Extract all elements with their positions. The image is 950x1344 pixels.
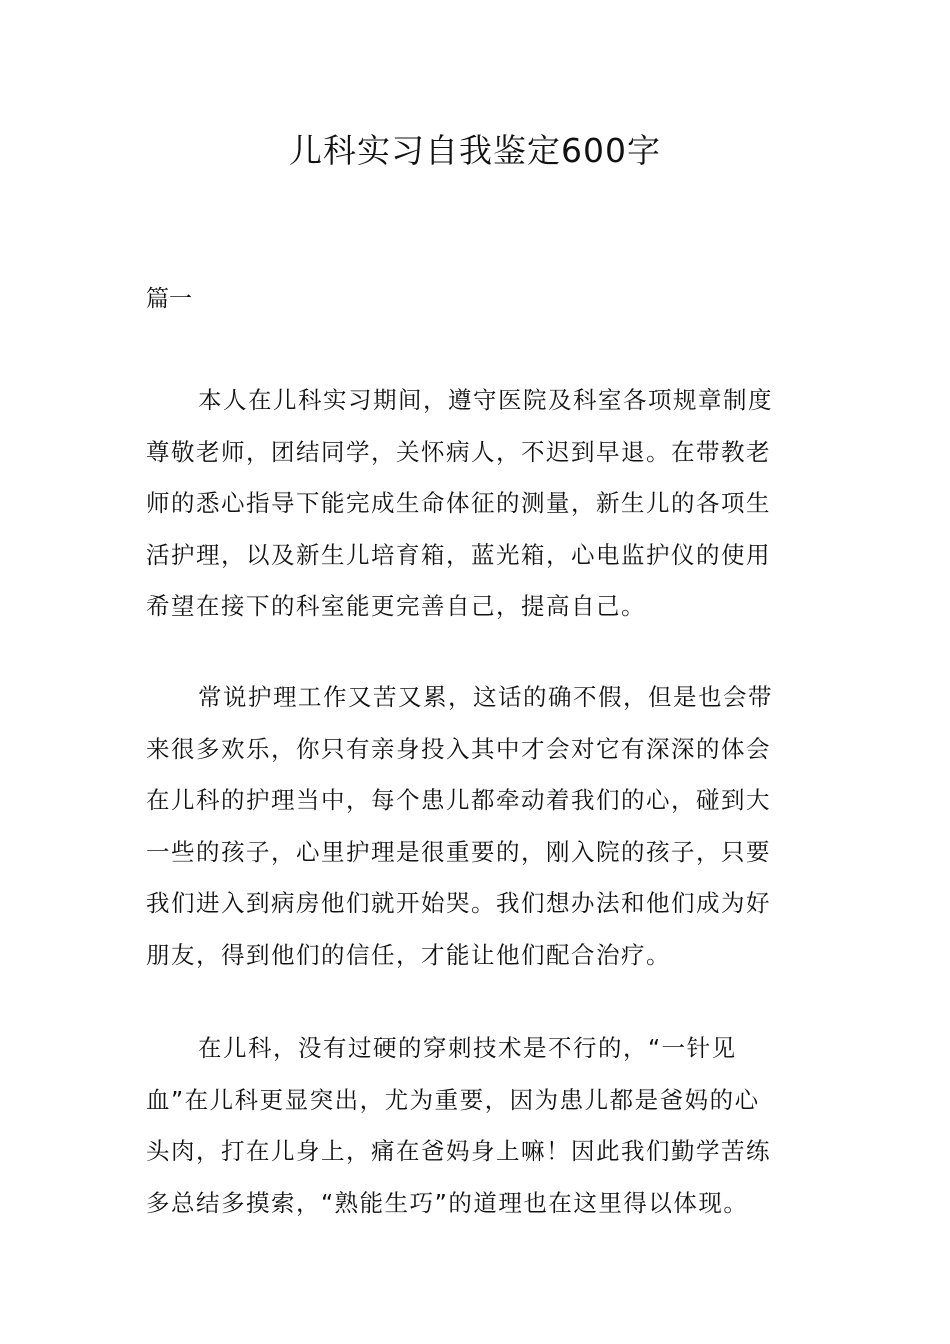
paragraph-line: 多总结多摸索，“熟能生巧”的道理也在这里得以体现。	[146, 1188, 749, 1217]
paragraph-line: 朋友，得到他们的信任，才能让他们配合治疗。	[146, 940, 671, 969]
paragraph-3	[146, 1023, 806, 1229]
paragraph-line: 血”在儿科更显突出，尤为重要，因为患儿都是爸妈的心	[146, 1085, 760, 1114]
paragraph-line: 尊敬老师，团结同学，关怀病人，不迟到早退。在带教老	[146, 437, 771, 466]
paragraph-line: 常说护理工作又苦又累，这话的确不假，但是也会带	[198, 683, 773, 711]
paragraph-2	[146, 672, 806, 981]
paragraph-line: 师的悉心指导下能完成生命体征的测量，新生儿的各项生	[146, 489, 771, 517]
page-title: 儿科实习自我鉴定600字	[289, 131, 661, 170]
paragraph-line: 在儿科的护理当中，每个患儿都牵动着我们的心，碰到大	[146, 786, 771, 814]
paragraph-line: 希望在接下的科室能更完善自己，提高自己。	[146, 592, 646, 620]
paragraph-line: 我们进入到病房他们就开始哭。我们想办法和他们成为好	[146, 889, 771, 917]
paragraph-line: 一些的孩子，心里护理是很重要的，刚入院的孩子，只要	[146, 837, 771, 866]
paragraph-line: 活护理，以及新生儿培育箱，蓝光箱，心电监护仪的使用	[146, 540, 771, 569]
paragraph-line: 在儿科，没有过硬的穿刺技术是不行的，“一针见	[198, 1034, 737, 1062]
paragraph-line: 来很多欢乐，你只有亲身投入其中才会对它有深深的体会	[146, 734, 771, 763]
paragraph-1	[146, 375, 806, 633]
paragraph-line: 本人在儿科实习期间，遵守医院及科室各项规章制度	[198, 386, 773, 414]
paragraph-line: 头肉，打在儿身上，痛在爸妈身上嘛！因此我们勤学苦练	[146, 1137, 771, 1165]
section-label: 篇一	[146, 286, 192, 312]
